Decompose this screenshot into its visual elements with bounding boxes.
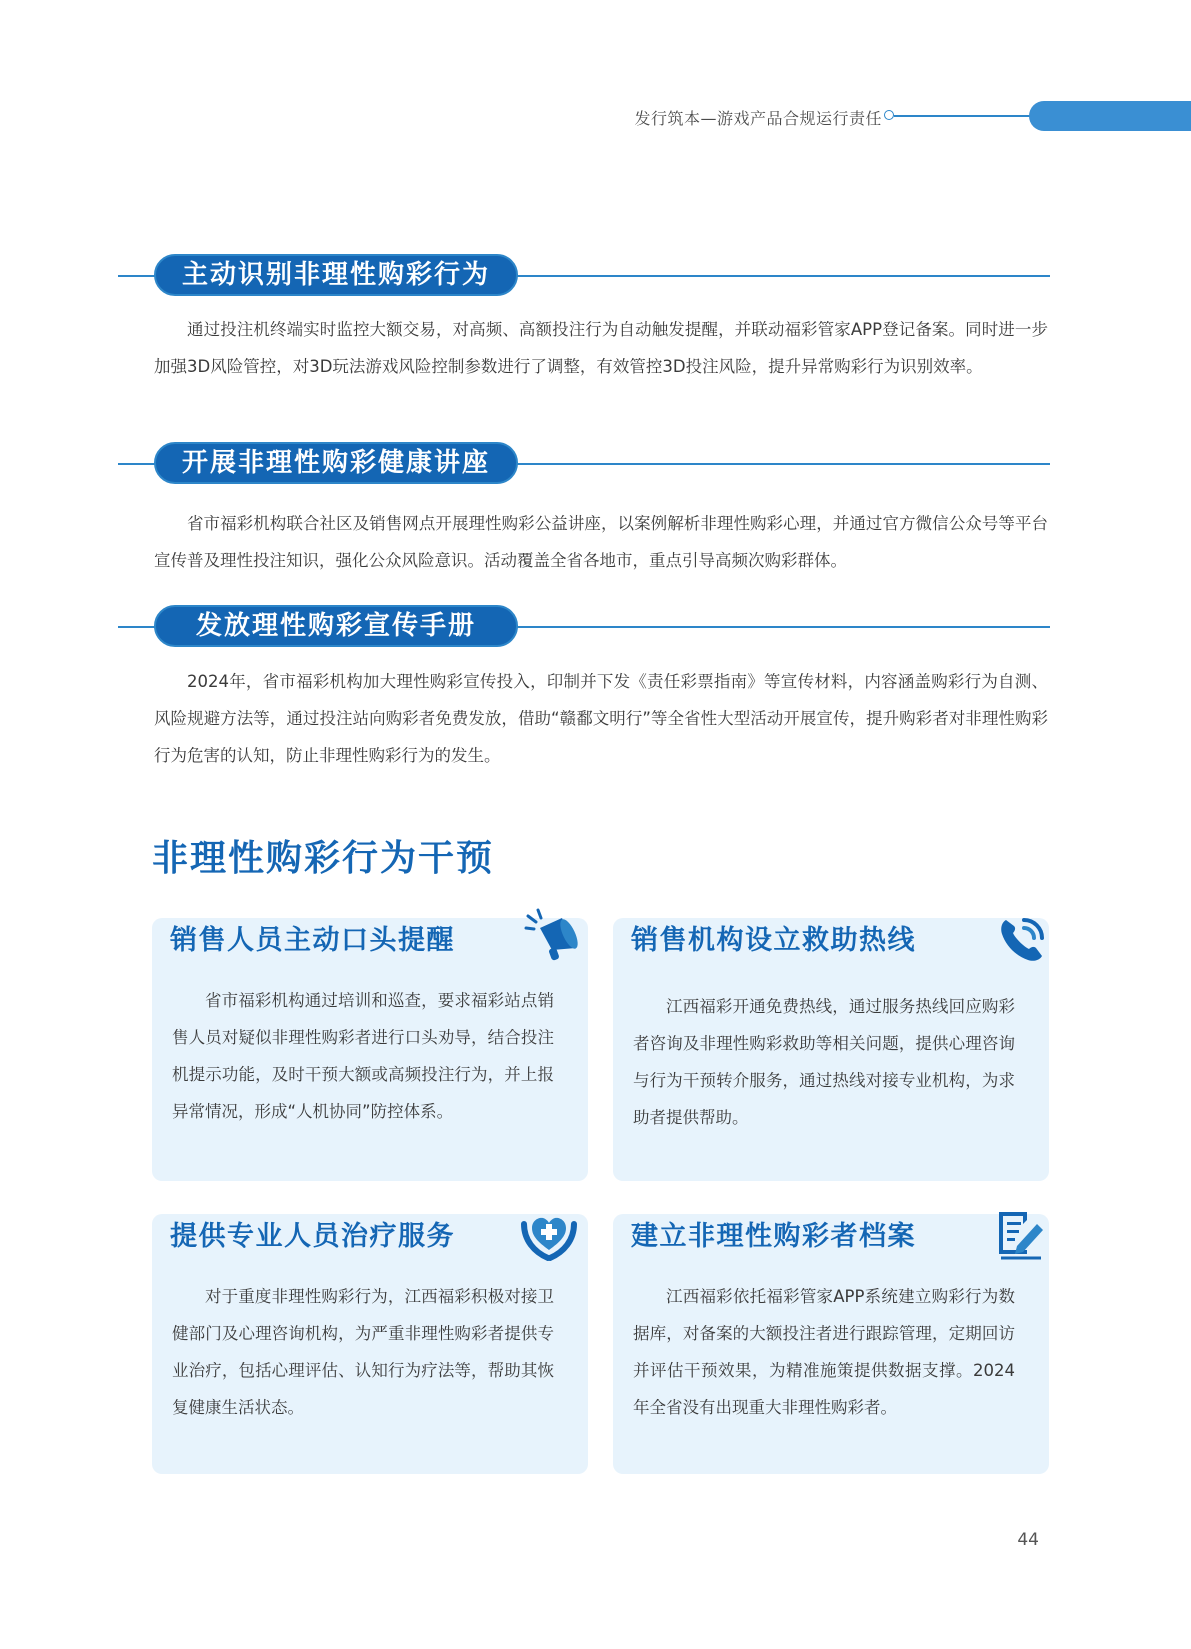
section-paragraph-2: 省市福彩机构联合社区及销售网点开展理性购彩公益讲座，以案例解析非理性购彩心理，并通过官方微信公众号等平台宣传普及理性投注知识，强化公众风险意识。活动覆盖全省各地市，重点引导高频次购彩群体。 bbox=[154, 514, 1048, 570]
card-hotline bbox=[613, 918, 1049, 1181]
medical-care-icon bbox=[520, 1210, 578, 1262]
section-paragraph-3: 2024年，省市福彩机构加大理性购彩宣传投入，印制并下发《责任彩票指南》等宣传材料，内容涵盖购彩行为自测、风险规避方法等，通过投注站向购彩者免费发放，借助“赣鄱文明行”等全省性大型活动开展宣传，提升购彩者对非理性购彩行为危害的认知，防止非理性购彩行为的发生。 bbox=[154, 672, 1048, 765]
card-title: 销售机构设立救助热线 bbox=[631, 925, 916, 956]
section-heading-3 bbox=[118, 605, 1050, 649]
phone-icon bbox=[996, 914, 1048, 966]
card-text: 江西福彩开通免费热线，通过服务热线回应购彩者咨询及非理性购彩救助等相关问题，提供心理咨询与行为干预转介服务，通过热线对接专业机构，为求助者提供帮助。 bbox=[633, 997, 1015, 1127]
card-text: 江西福彩依托福彩管家APP系统建立购彩行为数据库，对备案的大额投注者进行跟踪管理，定期回访并评估干预效果，为精准施策提供数据支撑。2024年全省没有出现重大非理性购彩者。 bbox=[633, 1287, 1015, 1417]
card-text: 对于重度非理性购彩行为，江西福彩积极对接卫健部门及心理咨询机构，为严重非理性购彩者提供专业治疗，包括心理评估、认知行为疗法等，帮助其恢复健康生活状态。 bbox=[172, 1287, 554, 1417]
header-line-decoration bbox=[894, 115, 1034, 117]
card-archive bbox=[613, 1214, 1049, 1474]
header-title: 发行筑本—游戏产品合规运行责任 bbox=[634, 109, 882, 128]
megaphone-icon bbox=[524, 908, 584, 964]
intervention-title: 非理性购彩行为干预 bbox=[152, 838, 495, 879]
section-heading-1 bbox=[118, 254, 1050, 298]
page-number: 44 bbox=[1017, 1530, 1039, 1550]
card-verbal-reminder bbox=[152, 918, 588, 1181]
card-professional-treatment bbox=[152, 1214, 588, 1474]
section-heading-2 bbox=[118, 442, 1050, 486]
header-circle-decoration bbox=[884, 110, 894, 120]
card-title: 销售人员主动口头提醒 bbox=[170, 925, 455, 956]
card-title: 建立非理性购彩者档案 bbox=[631, 1221, 916, 1252]
document-edit-icon bbox=[993, 1206, 1045, 1260]
section-heading-label: 发放理性购彩宣传手册 bbox=[154, 605, 518, 647]
section-heading-label: 开展非理性购彩健康讲座 bbox=[154, 442, 518, 484]
section-heading-label: 主动识别非理性购彩行为 bbox=[154, 254, 518, 296]
card-text: 省市福彩机构通过培训和巡查，要求福彩站点销售人员对疑似非理性购彩者进行口头劝导，结合投注机提示功能，及时干预大额或高频投注行为，并上报异常情况，形成“人机协同”防控体系。 bbox=[172, 991, 554, 1121]
card-title: 提供专业人员治疗服务 bbox=[170, 1221, 455, 1252]
section-paragraph-1: 通过投注机终端实时监控大额交易，对高频、高额投注行为自动触发提醒，并联动福彩管家APP登记备案。同时进一步加强3D风险管控，对3D玩法游戏风险控制参数进行了调整，有效管控3D投注风险，提升异常购彩行为识别效率。 bbox=[154, 320, 1048, 376]
header-tab-decoration bbox=[1029, 101, 1191, 131]
